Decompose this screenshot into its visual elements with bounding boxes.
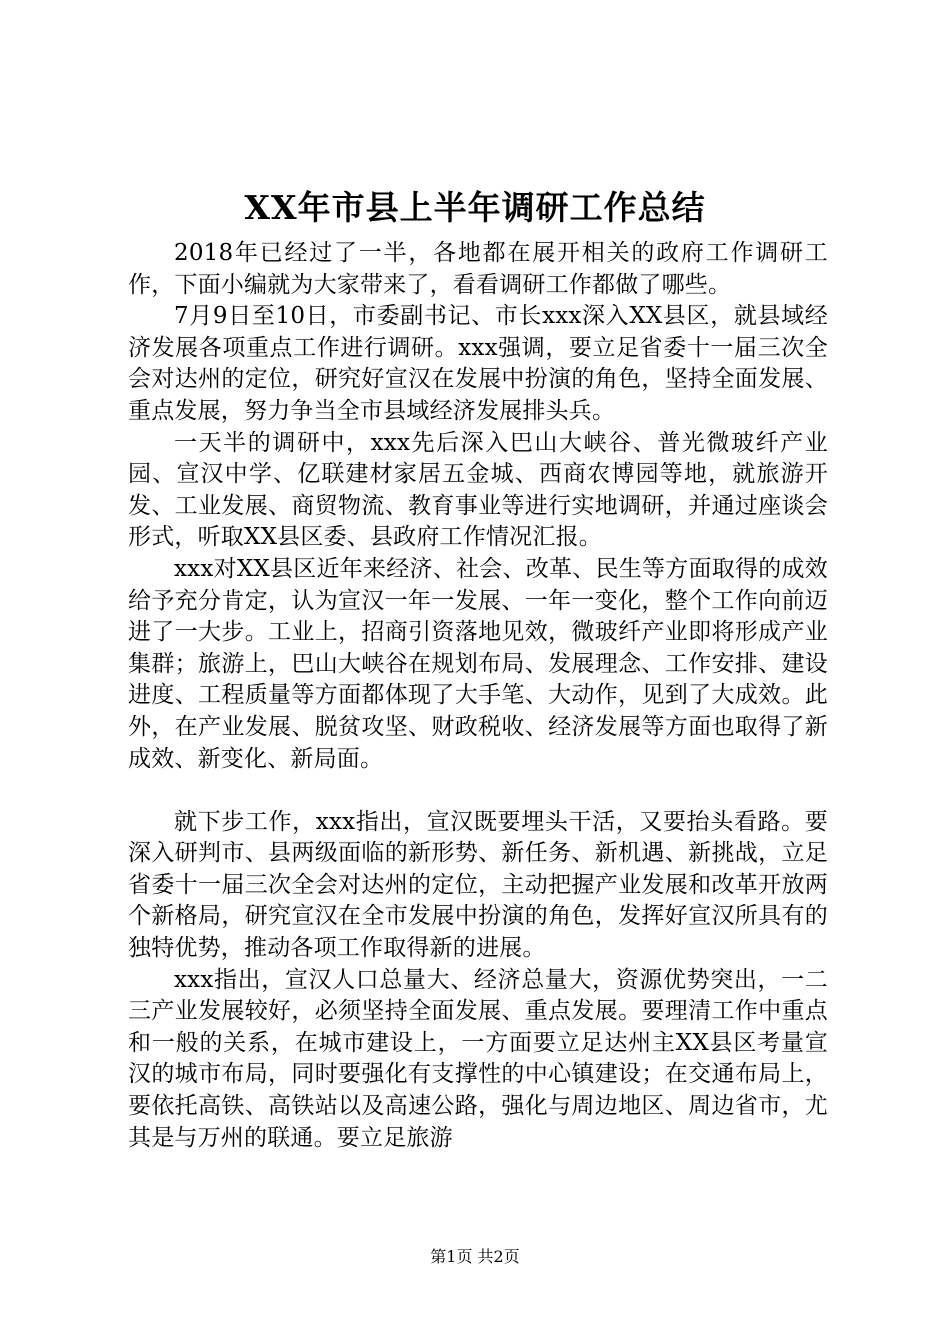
document-body xyxy=(128,238,828,1154)
paragraph-visit: 7月9日至10日，市委副书记、市长xxx深入XX县区，就县域经济发展各项重点工作进行调研。xxx强调，要立足省委十一届三次全会对达州的定位，研究好宣汉在发展中扮演的角色，坚持全面发展、重点发展，努力争当全市县域经济发展排头兵。 xyxy=(128,303,828,424)
paragraph-directives: xxx指出，宣汉人口总量大、经济总量大，资源优势突出，一二三产业发展较好，必须坚持全面发展、重点发展。要理清工作中重点和一般的关系，在城市建设上，一方面要立足达州主XX县区考量宣汉的城市布局，同时要强化有支撑性的中心镇建设；在交通布局上，要依托高铁、高铁站以及高速公路，强化与周边地区、周边省市，尤其是与万州的联通。要立足旅游 xyxy=(128,966,828,1151)
paragraph-survey: 一天半的调研中，xxx先后深入巴山大峡谷、普光微玻纤产业园、宣汉中学、亿联建材家居五金城、西商农博园等地，就旅游开发、工业发展、商贸物流、教育事业等进行实地调研，并通过座谈会形式，听取XX县区委、县政府工作情况汇报。 xyxy=(128,429,828,551)
document-title: XX年市县上半年调研工作总结 xyxy=(244,188,706,227)
paragraph-next-steps: 就下步工作，xxx指出，宣汉既要埋头干活，又要抬头看路。要深入研判市、县两级面临的新形势、新任务、新机遇、新挑战，立足省委十一届三次全会对达州的定位，主动把握产业发展和改革开放两个新格局，研究宣汉在全市发展中扮演的角色，发挥好宣汉所具有的独特优势，推动各项工作取得新的进展。 xyxy=(128,808,828,962)
paragraph-intro: 2018年已经过了一半，各地都在展开相关的政府工作调研工作，下面小编就为大家带来了，看看调研工作都做了哪些。 xyxy=(128,240,828,298)
paragraph-achievements: xxx对XX县区近年来经济、社会、改革、民生等方面取得的成效给予充分肯定，认为宣汉一年一发展、一年一变化，整个工作向前迈进了一大步。工业上，招商引资落地见效，微玻纤产业即将形成产业集群；旅游上，巴山大峡谷在规划布局、发展理念、工作安排、建设进度、工程质量等方面都体现了大手笔、大动作，见到了大成效。此外，在产业发展、脱贫攻坚、财政税收、经济发展等方面也取得了新成效、新变化、新局面。 xyxy=(128,555,828,772)
page-footer: 第1页 共2页 xyxy=(430,1247,520,1266)
